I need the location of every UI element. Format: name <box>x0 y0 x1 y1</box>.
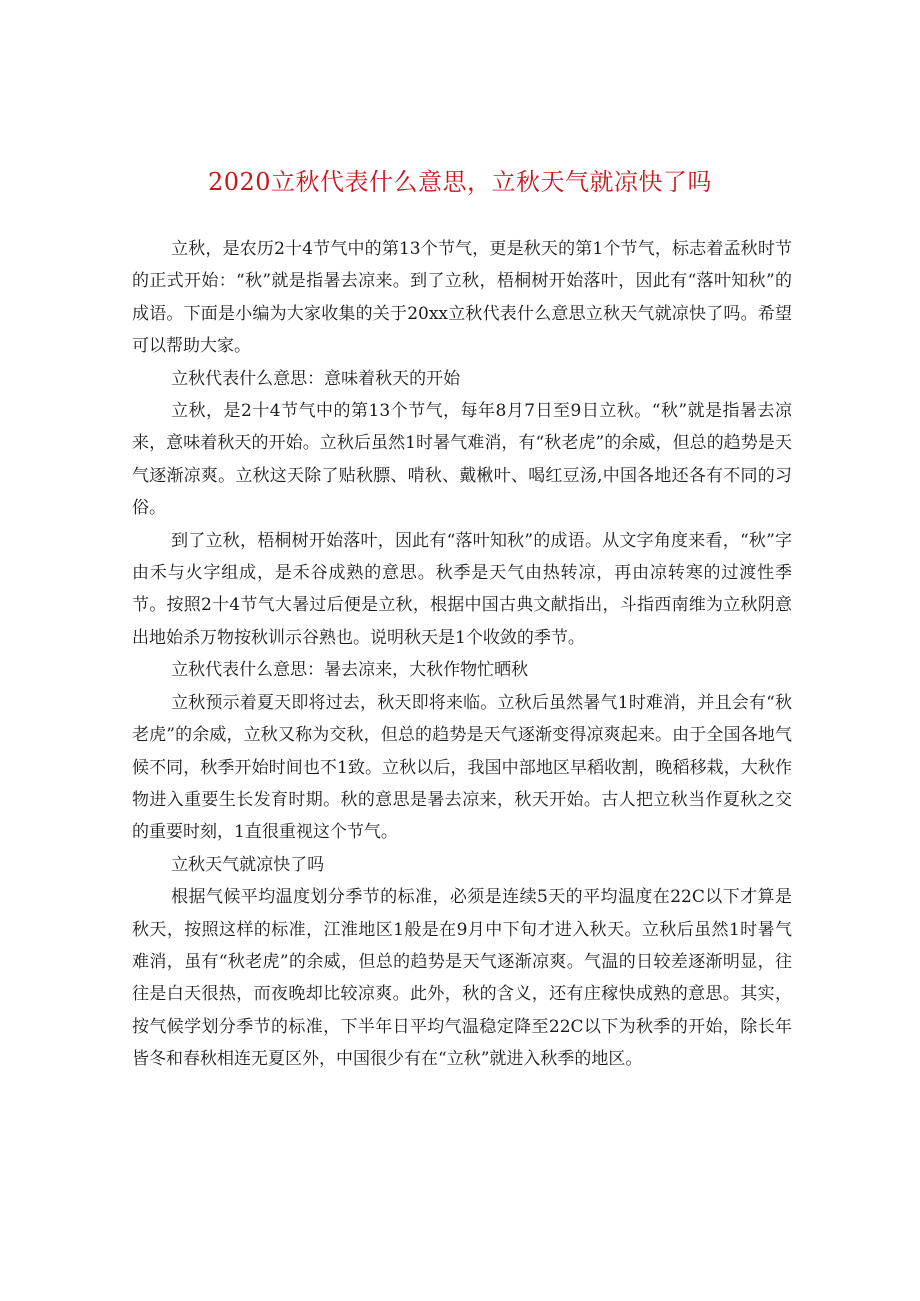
body-paragraph: 立秋预示着夏天即将过去，秋天即将来临。立秋后虽然暑气1时难消，并且会有“秋老虎”的余威，立秋又称为交秋，但总的趋势是天气逐渐变得凉爽起来。由于全国各地气候不同，秋季开始时间也不1致。立秋以后，我国中部地区早稻收割，晚稻移栽，大秋作物进入重要生长发育时期。秋的意思是暑去凉来，秋天开始。古人把立秋当作夏秋之交的重要时刻，1直很重视这个节气。 <box>132 692 792 843</box>
document-title: 2020立秋代表什么意思，立秋天气就凉快了吗 <box>207 168 713 196</box>
body-paragraph: 到了立秋，梧桐树开始落叶，因此有“落叶知秋”的成语。从文字角度来看，“秋”字由禾与火字组成，是禾谷成熟的意思。秋季是天气由热转凉，再由凉转寒的过渡性季节。按照2十4节气大暑过后便是立秋，根据中国古典文献指出，斗指西南维为立秋阴意出地始杀万物按秋训示谷熟也。说明秋天是1个收敛的季节。 <box>132 530 792 648</box>
section-heading-meaning: 立秋代表什么意思：意味着秋天的开始 <box>171 368 461 389</box>
document-body <box>132 233 792 1076</box>
intro-paragraph: 立秋，是农历2十4节气中的第13个节气，更是秋天的第1个节气，标志着孟秋时节的正式开始：“秋”就是指暑去凉来。到了立秋，梧桐树开始落叶，因此有“落叶知秋”的成语。下面是小编为大家收集的关于20xx立秋代表什么意思立秋天气就凉快了吗。希望可以帮助大家。 <box>132 239 792 357</box>
section-heading-harvest: 立秋代表什么意思：暑去凉来，大秋作物忙晒秋 <box>171 660 529 681</box>
body-paragraph: 立秋，是2十4节气中的第13个节气，每年8月7日至9日立秋。“秋”就是指暑去凉来，意味着秋天的开始。立秋后虽然1时暑气难消，有“秋老虎”的余威，但总的趋势是天气逐渐凉爽。立秋这天除了贴秋膘、啃秋、戴楸叶、喝红豆汤,中国各地还各有不同的习俗。 <box>132 401 792 519</box>
section-heading-weather: 立秋天气就凉快了吗 <box>171 854 325 875</box>
body-paragraph: 根据气候平均温度划分季节的标准，必须是连续5天的平均温度在22C以下才算是秋天，按照这样的标准，江淮地区1般是在9月中下旬才进入秋天。立秋后虽然1时暑气难消，虽有“秋老虎”的余威，但总的趋势是天气逐渐凉爽。气温的日较差逐渐明显，往往是白天很热，而夜晚却比较凉爽。此外，秋的含义，还有庄稼快成熟的意思。其实，按气候学划分季节的标准，下半年日平均气温稳定降至22C以下为秋季的开始，除长年皆冬和春秋相连无夏区外，中国很少有在“立秋”就进入秋季的地区。 <box>132 887 792 1070</box>
